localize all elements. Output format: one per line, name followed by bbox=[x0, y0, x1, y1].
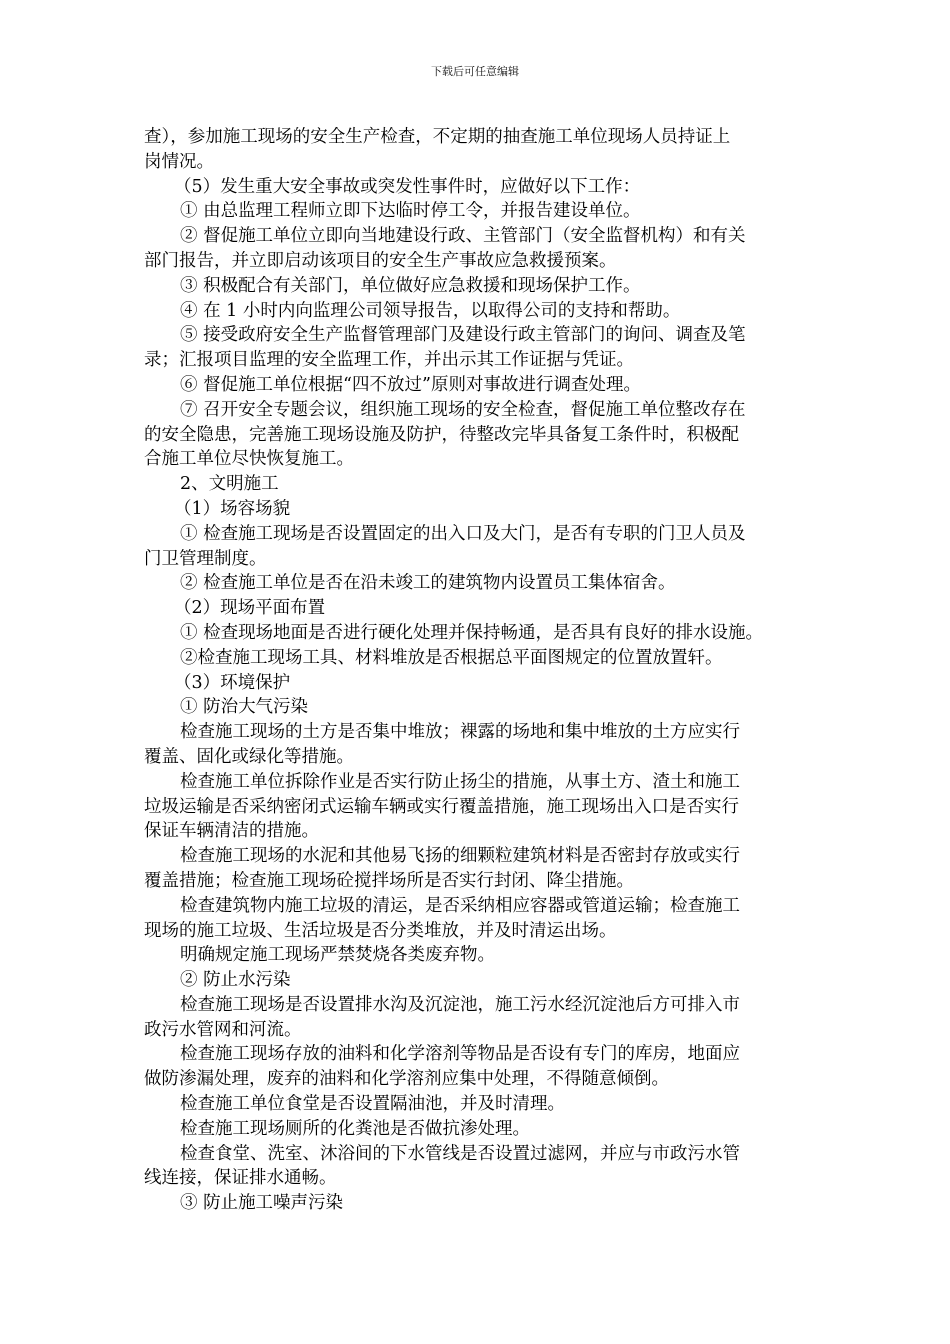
text-line: ③ 积极配合有关部门，单位做好应急救援和现场保护工作。 bbox=[180, 275, 641, 296]
text-line: 2、文明施工 bbox=[180, 474, 279, 495]
text-line: 检查建筑物内施工垃圾的清运，是否采纳相应容器或管道运输；检查施工 bbox=[180, 895, 740, 916]
text-line: 的安全隐患，完善施工现场设施及防护，待整改完毕具备复工条件时，积极配 bbox=[144, 424, 739, 445]
text-line: 检查施工单位拆除作业是否实行防止扬尘的措施，从事土方、渣土和施工 bbox=[180, 771, 740, 792]
text-line: （5）发生重大安全事故或突发性事件时，应做好以下工作： bbox=[174, 176, 641, 197]
text-line: 检查施工现场是否设置排水沟及沉淀池，施工污水经沉淀池后方可排入市 bbox=[180, 994, 740, 1015]
text-line: ⑥ 督促施工单位根据“四不放过”原则对事故进行调查处理。 bbox=[180, 374, 641, 395]
text-line: 检查施工现场厕所的化粪池是否做抗渗处理。 bbox=[180, 1118, 530, 1139]
text-line: 部门报告，并立即启动该项目的安全生产事故应急救援预案。 bbox=[144, 250, 617, 271]
text-line: 做防渗漏处理，废弃的油料和化学溶剂应集中处理，不得随意倾倒。 bbox=[144, 1069, 669, 1090]
text-line: ① 检查施工现场是否设置固定的出入口及大门，是否有专职的门卫人员及 bbox=[180, 523, 746, 544]
text-line: 覆盖措施；检查施工现场砼搅拌场所是否实行封闭、降尘措施。 bbox=[144, 870, 634, 891]
text-line: 门卫管理制度。 bbox=[144, 548, 267, 569]
text-line: 岗情况。 bbox=[144, 151, 214, 172]
text-line: 检查施工现场的水泥和其他易飞扬的细颗粒建筑材料是否密封存放或实行 bbox=[180, 846, 740, 867]
text-line: ① 防治大气污染 bbox=[180, 697, 309, 718]
text-line: 查），参加施工现场的安全生产检查，不定期的抽查施工单位现场人员持证上 bbox=[144, 127, 731, 147]
text-line: （2）现场平面布置 bbox=[174, 598, 326, 619]
text-line: 现场的施工垃圾、生活垃圾是否分类堆放，并及时清运出场。 bbox=[144, 920, 617, 941]
text-line: 合施工单位尽快恢复施工。 bbox=[144, 449, 354, 470]
page-header: 下载后可任意编辑 bbox=[431, 65, 519, 78]
text-line: ② 检查施工单位是否在沿未竣工的建筑物内设置员工集体宿舍。 bbox=[180, 573, 676, 594]
text-line: 保证车辆清洁的措施。 bbox=[144, 821, 319, 842]
text-line: （1）场容场貌 bbox=[174, 498, 291, 519]
text-line: （3）环境保护 bbox=[174, 672, 291, 693]
text-line: ⑤ 接受政府安全生产监督管理部门及建设行政主管部门的询问、调查及笔 bbox=[180, 325, 746, 346]
text-line: 明确规定施工现场严禁焚烧各类废弃物。 bbox=[180, 945, 495, 966]
document-body bbox=[144, 125, 808, 1216]
text-line: ⑦ 召开安全专题会议，组织施工现场的安全检查，督促施工单位整改存在 bbox=[180, 399, 746, 420]
text-line: 检查食堂、洗室、沐浴间的下水管线是否设置过滤网，并应与市政污水管 bbox=[180, 1143, 740, 1164]
text-line: ② 防止水污染 bbox=[180, 970, 291, 991]
text-line: 覆盖、固化或绿化等措施。 bbox=[144, 746, 354, 767]
text-line: 检查施工现场存放的油料和化学溶剂等物品是否设有专门的库房，地面应 bbox=[180, 1044, 740, 1065]
text-line: ③ 防止施工噪声污染 bbox=[180, 1193, 344, 1214]
text-line: ② 督促施工单位立即向当地建设行政、主管部门（安全监督机构）和有关 bbox=[180, 226, 746, 247]
text-line: 检查施工单位食堂是否设置隔油池，并及时清理。 bbox=[180, 1094, 565, 1115]
text-line: ②检查施工现场工具、材料堆放是否根据总平面图规定的位置放置轩。 bbox=[180, 647, 723, 668]
text-line: ① 由总监理工程师立即下达临时停工令，并报告建设单位。 bbox=[180, 201, 641, 222]
text-line: 线连接，保证排水通畅。 bbox=[144, 1168, 337, 1189]
text-line: 垃圾运输是否采纳密闭式运输车辆或实行覆盖措施，施工现场出入口是否实行 bbox=[144, 796, 739, 817]
text-line: 检查施工现场的土方是否集中堆放；裸露的场地和集中堆放的土方应实行 bbox=[180, 722, 740, 743]
text-line: 政污水管网和河流。 bbox=[144, 1019, 302, 1040]
text-line: ④ 在 1 小时内向监理公司领导报告，以取得公司的支持和帮助。 bbox=[180, 300, 681, 321]
text-line: ① 检查现场地面是否进行硬化处理并保持畅通，是否具有良好的排水设施。 bbox=[180, 622, 764, 643]
text-line: 录；汇报项目监理的安全监理工作，并出示其工作证据与凭证。 bbox=[144, 350, 634, 371]
